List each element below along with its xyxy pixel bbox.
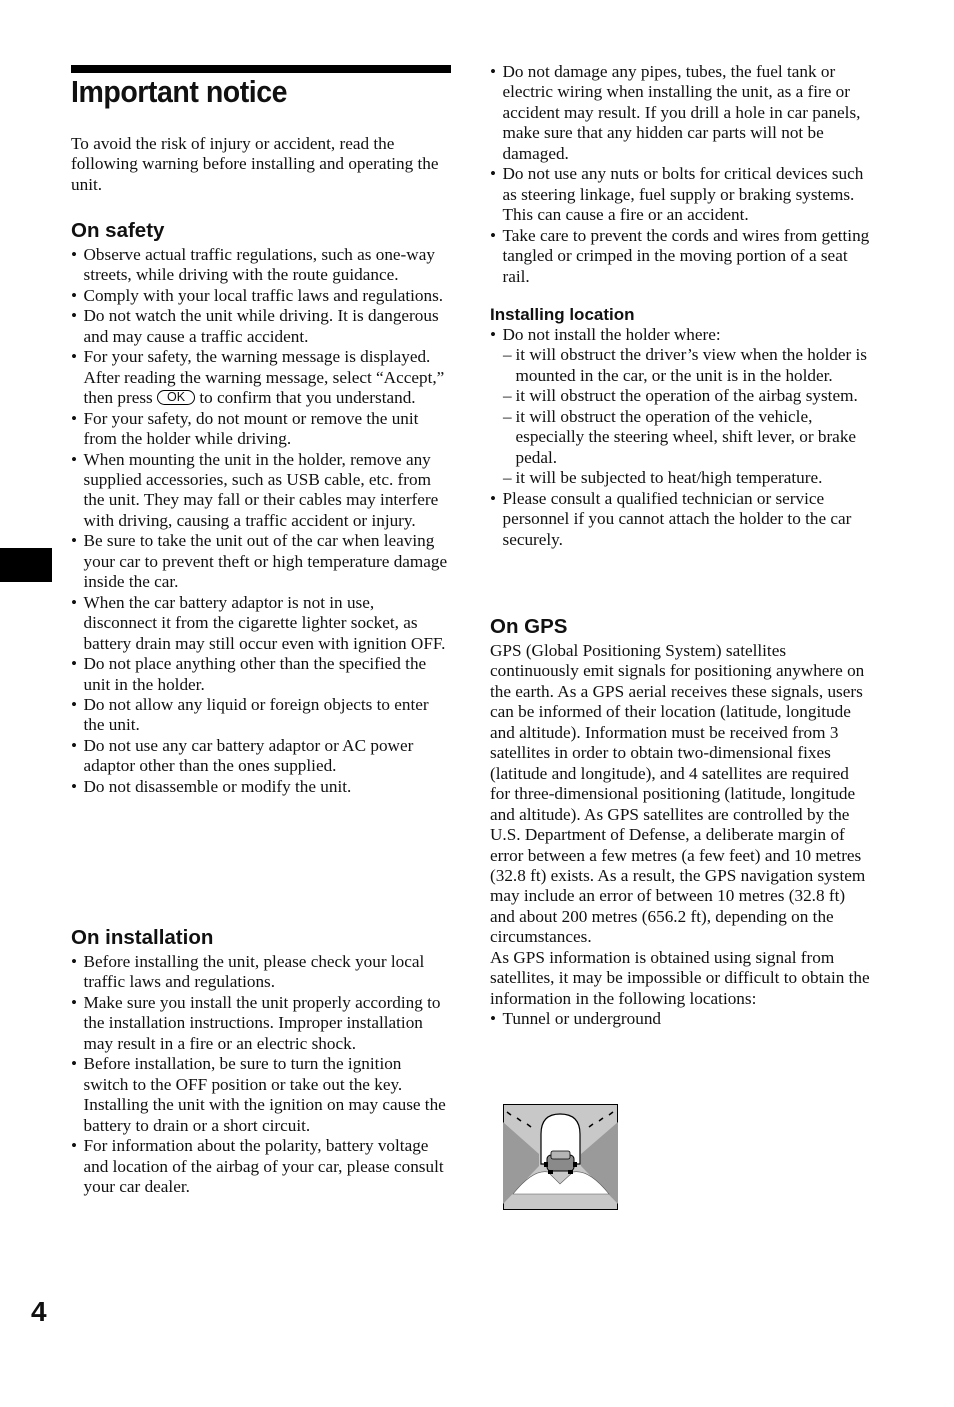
list-item: • Before installation, be sure to turn the ignition switch to the OFF position or take out the key. Installing the unit with the ignition on may cause the battery to drain or a short circuit. [71, 1054, 449, 1136]
sub-list-item: – it will obstruct the driver’s view when the holder is mounted in the car, or the unit is in the holder. [490, 345, 870, 386]
on-installation-list [71, 952, 449, 1197]
list-item: • Do not disassemble or modify the unit. [71, 777, 449, 797]
list-item: • When mounting the unit in the holder, remove any supplied accessories, such as USB cable, etc. from the unit. They may fall or their cables may interfere with driving, causing a traffic accident or injury. [71, 450, 449, 532]
on-gps-heading: On GPS [490, 615, 568, 638]
intro-text: To avoid the risk of injury or accident, read the following warning before installing and operating the unit. [71, 134, 439, 194]
title-rule [71, 65, 451, 73]
list-item [71, 347, 449, 408]
list-item: • Observe actual traffic regulations, such as one-way streets, while driving with the route guidance. [71, 245, 449, 286]
list-item [490, 325, 870, 345]
list-item-text: For your safety, the warning message is displayed. After reading the warning message, select “Accept,” then press [83, 347, 445, 408]
on-installation-section [71, 926, 449, 1197]
tunnel-illustration [503, 1104, 618, 1210]
installing-location-heading: Installing location [490, 305, 635, 324]
list-item: • Be sure to take the unit out of the car when leaving your car to prevent theft or high temperature damage inside the car. [71, 531, 449, 592]
list-item: • Do not use any car battery adaptor or AC power adaptor other than the ones supplied. [71, 736, 449, 777]
installing-location-sublist [490, 345, 870, 488]
list-item: • Please consult a qualified technician or service personnel if you cannot attach the holder to the car securely. [490, 489, 870, 550]
list-item: • Do not watch the unit while driving. It is dangerous and may cause a traffic accident. [71, 306, 449, 347]
on-installation-continued [490, 62, 870, 287]
on-safety-heading: On safety [71, 219, 165, 242]
list-item-text: to confirm that you understand. [199, 388, 416, 408]
on-installation-heading: On installation [71, 926, 214, 949]
sub-list-item: – it will obstruct the operation of the airbag system. [490, 386, 870, 406]
page-title: Important notice [71, 74, 288, 109]
page-number: 4 [31, 1296, 47, 1327]
list-item: • Do not place anything other than the specified the unit in the holder. [71, 654, 449, 695]
gps-locations-list [490, 1009, 870, 1029]
on-safety-section [71, 219, 449, 797]
sub-list-item: – it will be subjected to heat/high temperature. [490, 468, 870, 488]
list-item: • Do not damage any pipes, tubes, the fuel tank or electric wiring when installing the unit, as a fire or accident may result. If you drill a hole in car panels, make sure that any hidden car parts will not be damaged. [490, 62, 870, 164]
list-item: • Do not allow any liquid or foreign objects to enter the unit. [71, 695, 449, 736]
gps-paragraph: GPS (Global Positioning System) satellites continuously emit signals for positioning anywhere on the earth. As a GPS aerial receives these signals, users can be informed of their location (latitude, longitude and altitude). Information must be received from 3 satellites in order to obtain two-dimensional fixes (latitude and longitude), and 4 satellites are required for three-dimensional positioning (latitude, longitude and altitude). As GPS satellites are controlled by the U.S. Department of Defense, a deliberate margin of error between a few metres (a few feet) and 10 metres (32.8 ft) exists. As a result, the GPS navigation system may include an error of between 10 metres (32.8 ft) and about 200 metres (656.2 ft), depending on the circumstances. [490, 641, 866, 947]
ok-key-icon: OK [157, 390, 195, 405]
list-item: • For information about the polarity, battery voltage and location of the airbag of your car, please consult your car dealer. [71, 1136, 449, 1197]
sub-list-item: – it will obstruct the operation of the vehicle, especially the steering wheel, shift lever, or brake pedal. [490, 407, 870, 468]
on-safety-list [71, 245, 449, 797]
installing-location-list-2 [490, 489, 870, 550]
on-gps-section [490, 615, 870, 1030]
list-item: • Comply with your local traffic laws and regulations. [71, 286, 449, 306]
section-tab-marker [0, 548, 52, 582]
on-installation-list-continued [490, 62, 870, 287]
list-item: • Before installing the unit, please check your local traffic laws and regulations. [71, 952, 449, 993]
installing-location-list [490, 325, 870, 345]
list-item: • Make sure you install the unit properly according to the installation instructions. Improper installation may result in a fire or an electric shock. [71, 993, 449, 1054]
list-item-text: Do not install the holder where: [502, 325, 721, 344]
list-item: • Tunnel or underground [490, 1009, 870, 1029]
list-item: • Do not use any nuts or bolts for critical devices such as steering linkage, fuel supply or braking systems. This can cause a fire or an accident. [490, 164, 870, 225]
gps-paragraph: As GPS information is obtained using signal from satellites, it may be impossible or difficult to obtain the information in the following locations: [490, 947, 870, 1008]
list-item: • Take care to prevent the cords and wires from getting tangled or crimped in the moving portion of a seat rail. [490, 226, 870, 287]
list-item: • For your safety, do not mount or remove the unit from the holder while driving. [71, 409, 449, 450]
list-item: • When the car battery adaptor is not in use, disconnect it from the cigarette lighter socket, as battery drain may still occur even with ignition OFF. [71, 593, 449, 654]
installing-location-section [490, 304, 870, 550]
